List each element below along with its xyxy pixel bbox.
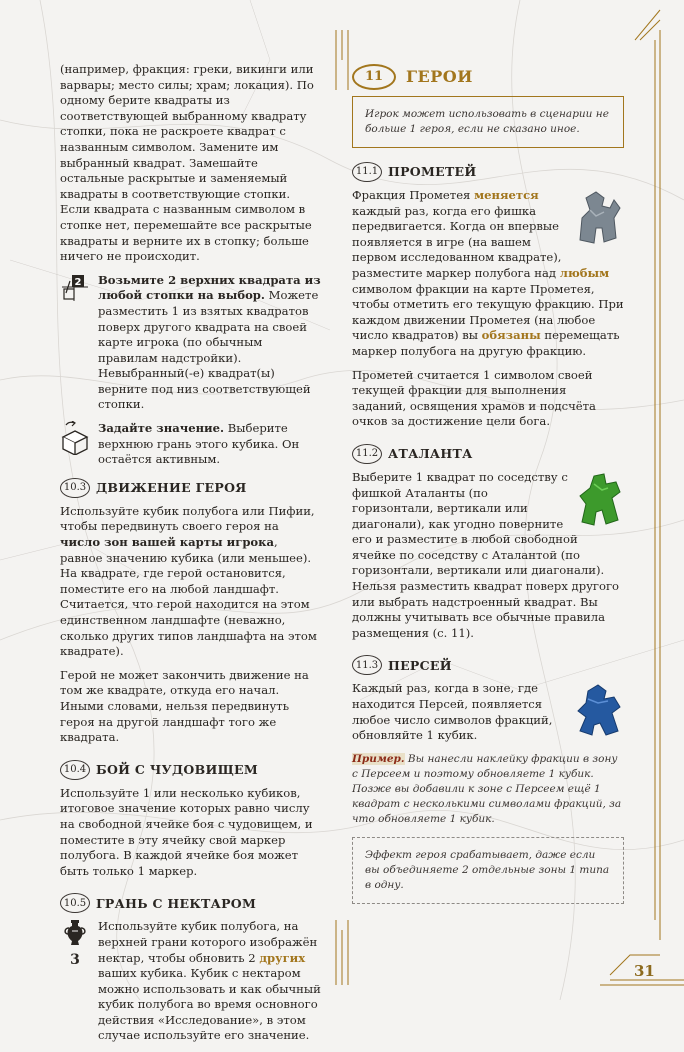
text-span: Используйте кубик полубога или Пифии, чтобы передвинуть своего героя на — [60, 503, 315, 534]
text-span: перемещать маркер полубога на другую фракцию. — [352, 328, 620, 358]
page-number: 31 — [634, 962, 655, 980]
section-title: ПРОМЕТЕЙ — [388, 164, 477, 180]
highlight-span: меняется — [474, 188, 539, 202]
section-11-3-header — [352, 655, 624, 675]
bold-span: число зон вашей карты игрока — [60, 535, 275, 550]
nectar-icon-number: 3 — [70, 951, 80, 968]
prometheus-figure — [574, 188, 624, 246]
hero-move-paragraph-2: Герой не может закончить движение на том же квадрате, откуда его начал. Иными словами, нельзя передвинуть героя на другой ландшафт того же квадрата. — [60, 667, 309, 745]
text-span: символом фракции на карте Прометея, чтобы отметить его текущую фракцию. При каждом движении Прометея (на любое число квадратов) вы — [352, 281, 624, 343]
highlight-span: любым — [559, 265, 610, 280]
section-title: БОЙ С ЧУДОВИЩЕМ — [96, 761, 258, 777]
set-value-text: Выберите верхнюю грань этого кубика. Он остаётся активным. — [98, 421, 300, 467]
example-text: Вы нанесли наклейку фракции в зону с Персеем и поэтому обновляете 1 кубик. Позже вы добавили к зоне с Персеем ещё 1 квадрат с несколькими символами фракций, за что обновляете 1 кубик. — [352, 752, 622, 825]
text-span: ваших кубика. Кубик с нектаром можно использовать и как обычный кубик полубога во время основного действия «Исследование», в этом случае используйте его значение. — [98, 966, 321, 1043]
perseus-paragraph: Каждый раз, когда в зоне, где находится Персей, появляется любое число символов фракций, обновляйте 1 кубик. — [352, 681, 553, 743]
text-span: каждый раз, когда его фишка передвигается. Когда он впервые появляется в игре (на вашем первом исследованном квадрате), разместите маркер полубога над — [352, 203, 562, 280]
perseus-note-box: Эффект героя срабатывает, даже если вы объединяете 2 отдельные зоны 1 типа в одну. — [352, 837, 624, 904]
section-number: 10.4 — [60, 760, 90, 780]
section-title: ДВИЖЕНИЕ ГЕРОЯ — [96, 480, 247, 496]
right-column — [352, 64, 624, 914]
take-tiles-bold: Возьмите 2 верхних квадрата из любой стопки на выбор. — [98, 272, 321, 303]
take-tiles-rule — [60, 273, 322, 413]
section-11-header — [352, 64, 624, 90]
section-10-5-header — [60, 893, 322, 913]
section-number: 10.3 — [60, 478, 90, 498]
section-number: 10.5 — [60, 893, 90, 913]
section-title: ПЕРСЕЙ — [388, 657, 452, 673]
atalanta-paragraph: Выберите 1 квадрат по соседству с фишкой Аталанты (по горизонтали, вертикали или диагонали), как угодно поверните его и разместите в любой свободной ячейке по соседству с Аталантой (по горизонтали, вертикали или диагонали). Нельзя разместить квадрат поверх другого или выбрать надстроенный квадрат. Вы должны учитывать все обычные правила размещения (с. 11). — [352, 469, 620, 640]
perseus-figure — [574, 681, 624, 737]
section-number: 11.3 — [352, 655, 382, 675]
nectar-rule — [60, 919, 322, 1044]
section-number: 11.1 — [352, 162, 382, 182]
section-10-4-header — [60, 760, 322, 780]
take-tiles-icon — [60, 273, 90, 413]
monster-fight-paragraph: Используйте 1 или несколько кубиков, итоговое значение которых равно числу на свободной ячейке боя с чудовищем, и поместите в эту ячейку свой маркер полубога. В каждой ячейке боя может быть только 1 маркер. — [60, 785, 313, 878]
section-title: ГЕРОИ — [406, 67, 473, 87]
atalanta-figure — [576, 470, 624, 526]
section-11-2-header — [352, 444, 624, 464]
text-span: Фракция Прометея — [352, 188, 475, 202]
section-11-1-header — [352, 162, 624, 182]
hero-move-paragraph-1 — [60, 504, 322, 660]
example-label: Пример. — [352, 752, 405, 765]
text-span: Используйте кубик полубога, на верхней грани которого изображён нектар, чтобы обновить 2 — [98, 919, 318, 965]
heroes-note-box: Игрок может использовать в сценарии не больше 1 героя, если не сказано иное. — [352, 96, 624, 148]
nectar-amphora-icon — [60, 919, 90, 1044]
take-tiles-text: Можете разместить 1 из взятых квадратов поверх другого квадрата на своей карте игрока (по обычным правилам надстройки). Невыбранный(-е) квадрат(ы) верните под низ соответствующей стопки. — [98, 288, 319, 412]
prometheus-paragraph-2: Прометей считается 1 символом своей текущей фракции для выполнения заданий, освящения храмов и подсчёта очков за достижение цели бога. — [352, 367, 596, 429]
section-title: АТАЛАНТА — [388, 446, 473, 462]
left-column — [60, 62, 322, 1052]
section-10-3-header — [60, 478, 322, 498]
section-number: 11.2 — [352, 444, 382, 464]
section-number: 11 — [352, 64, 396, 90]
highlight-span: других — [259, 950, 306, 965]
perseus-example — [352, 752, 624, 827]
set-value-bold: Задайте значение. — [98, 421, 225, 436]
die-icon — [60, 421, 90, 468]
text-span: , равное значению кубика (или меньшее). На квадрате, где герой остановится, поместите его на любой ландшафт. Считается, что герой находится на этом единственном ландшафте (неважно, сколько других типов ландшафта на этом квадрате). — [60, 535, 317, 659]
set-value-rule — [60, 421, 322, 468]
take-tiles-icon-number: 2 — [74, 276, 82, 288]
intro-paragraph: (например, фракция: греки, викинги или варвары; место силы; храм; локация). По одному берите квадраты из соответствующей выбранному квадрату стопки, пока не раскроете квадрат с названным символом. Замените им выбранный квадрат. Замешайте остальные раскрытые и заменяемый квадраты в соответствующие стопки. Если квадрата с названным символом в стопке нет, перемешайте все раскрытые квадраты и верните их в стопку; больше ничего не происходит. — [60, 62, 314, 264]
highlight-span: обязаны — [481, 328, 541, 343]
section-title: ГРАНЬ С НЕКТАРОМ — [96, 895, 257, 911]
